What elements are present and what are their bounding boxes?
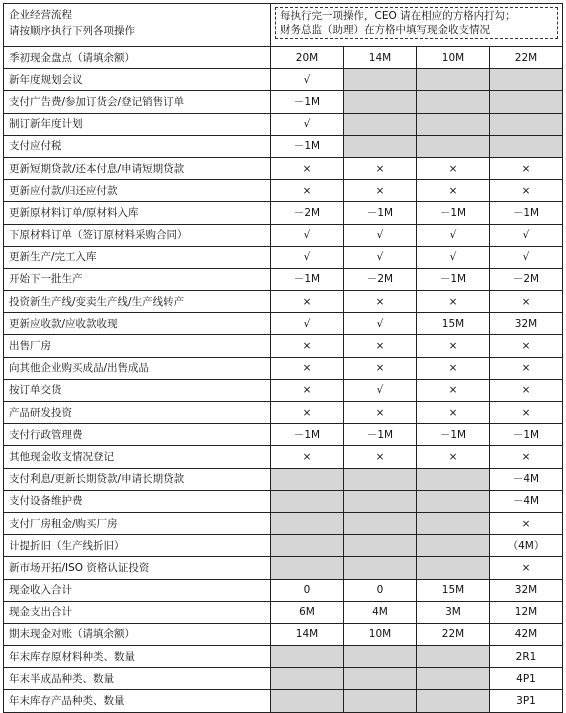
instruction-note-line-2: 财务总监（助理）在方格中填写现金收支情况 bbox=[280, 24, 490, 36]
quarter-4-cell: 3P1 bbox=[490, 690, 563, 712]
table-row bbox=[4, 468, 563, 490]
row-label: 更新应付款/归还应付款 bbox=[4, 180, 271, 202]
row-label: 更新生产/完工入库 bbox=[4, 246, 271, 268]
quarter-2-cell: 10M bbox=[344, 623, 417, 645]
quarter-2-cell: 0 bbox=[344, 579, 417, 601]
quarter-2-cell bbox=[344, 690, 417, 712]
row-label: 制订新年度计划 bbox=[4, 113, 271, 135]
quarter-3-cell bbox=[417, 646, 490, 668]
table-row bbox=[4, 424, 563, 446]
quarter-2-cell: √ bbox=[344, 313, 417, 335]
quarter-2-cell: √ bbox=[344, 246, 417, 268]
quarter-3-cell bbox=[417, 690, 490, 712]
quarter-4-cell bbox=[490, 135, 563, 157]
table-row bbox=[4, 291, 563, 313]
quarter-1-cell bbox=[271, 468, 344, 490]
quarter-2-cell: × bbox=[344, 291, 417, 313]
quarter-1-cell: √ bbox=[271, 69, 344, 91]
row-label: 出售厂房 bbox=[4, 335, 271, 357]
table-row bbox=[4, 246, 563, 268]
quarter-3-cell: －1M bbox=[417, 202, 490, 224]
quarter-1-cell bbox=[271, 512, 344, 534]
instruction-note-cell bbox=[271, 4, 563, 47]
quarter-4-cell: －4M bbox=[490, 490, 563, 512]
row-label: 期末现金对账（请填余额） bbox=[4, 623, 271, 645]
row-label: 更新短期贷款/还本付息/申请短期贷款 bbox=[4, 157, 271, 179]
quarter-2-cell bbox=[344, 468, 417, 490]
quarter-1-cell bbox=[271, 690, 344, 712]
quarter-3-cell: －1M bbox=[417, 268, 490, 290]
table-row bbox=[4, 690, 563, 712]
quarter-3-cell: 10M bbox=[417, 47, 490, 69]
quarter-1-cell: －2M bbox=[271, 202, 344, 224]
row-label: 向其他企业购买成品/出售成品 bbox=[4, 357, 271, 379]
quarter-3-cell bbox=[417, 512, 490, 534]
table-row bbox=[4, 180, 563, 202]
quarter-4-cell: × bbox=[490, 357, 563, 379]
quarter-4-cell: × bbox=[490, 512, 563, 534]
table-row bbox=[4, 490, 563, 512]
quarter-1-cell bbox=[271, 557, 344, 579]
quarter-3-cell: × bbox=[417, 335, 490, 357]
quarter-3-cell bbox=[417, 69, 490, 91]
quarter-4-cell: 12M bbox=[490, 601, 563, 623]
row-label: 支付行政管理费 bbox=[4, 424, 271, 446]
quarter-1-cell: × bbox=[271, 379, 344, 401]
row-label: 季初现金盘点（请填余额） bbox=[4, 47, 271, 69]
quarter-4-cell: 32M bbox=[490, 579, 563, 601]
quarter-1-cell: √ bbox=[271, 246, 344, 268]
quarter-4-cell: × bbox=[490, 379, 563, 401]
quarter-4-cell: × bbox=[490, 335, 563, 357]
quarter-3-cell bbox=[417, 468, 490, 490]
quarter-2-cell bbox=[344, 113, 417, 135]
quarter-4-cell: －1M bbox=[490, 202, 563, 224]
quarter-2-cell bbox=[344, 512, 417, 534]
quarter-4-cell: × bbox=[490, 180, 563, 202]
quarter-2-cell: －1M bbox=[344, 424, 417, 446]
row-label: 支付设备维护费 bbox=[4, 490, 271, 512]
table-row bbox=[4, 202, 563, 224]
row-label: 新市场开拓/ISO 资格认证投资 bbox=[4, 557, 271, 579]
quarter-4-cell: × bbox=[490, 291, 563, 313]
quarter-3-cell bbox=[417, 535, 490, 557]
row-label: 现金收入合计 bbox=[4, 579, 271, 601]
quarter-4-cell bbox=[490, 113, 563, 135]
quarter-2-cell bbox=[344, 668, 417, 690]
quarter-1-cell: × bbox=[271, 291, 344, 313]
quarter-1-cell: －1M bbox=[271, 91, 344, 113]
table-row bbox=[4, 335, 563, 357]
quarter-2-cell bbox=[344, 490, 417, 512]
table-row bbox=[4, 601, 563, 623]
table-row bbox=[4, 535, 563, 557]
quarter-2-cell: 14M bbox=[344, 47, 417, 69]
quarter-3-cell: × bbox=[417, 357, 490, 379]
table-row bbox=[4, 135, 563, 157]
table-row bbox=[4, 668, 563, 690]
quarter-2-cell: × bbox=[344, 157, 417, 179]
quarter-3-cell: 15M bbox=[417, 313, 490, 335]
quarter-4-cell: （4M） bbox=[490, 535, 563, 557]
table-row bbox=[4, 579, 563, 601]
quarter-3-cell: √ bbox=[417, 246, 490, 268]
quarter-1-cell: × bbox=[271, 446, 344, 468]
quarter-2-cell: × bbox=[344, 335, 417, 357]
process-title-cell bbox=[4, 4, 271, 47]
table-row bbox=[4, 446, 563, 468]
quarter-2-cell: × bbox=[344, 446, 417, 468]
quarter-3-cell: 3M bbox=[417, 601, 490, 623]
row-label: 年末库存产品种类、数量 bbox=[4, 690, 271, 712]
quarter-2-cell bbox=[344, 91, 417, 113]
quarter-3-cell: × bbox=[417, 291, 490, 313]
table-row bbox=[4, 379, 563, 401]
quarter-1-cell: × bbox=[271, 157, 344, 179]
table-row bbox=[4, 357, 563, 379]
table-row bbox=[4, 157, 563, 179]
quarter-4-cell: × bbox=[490, 557, 563, 579]
quarter-4-cell: －4M bbox=[490, 468, 563, 490]
quarter-1-cell bbox=[271, 646, 344, 668]
table-row bbox=[4, 91, 563, 113]
quarter-4-cell: √ bbox=[490, 224, 563, 246]
quarter-1-cell bbox=[271, 490, 344, 512]
operation-flow-table bbox=[3, 3, 563, 713]
table-row bbox=[4, 402, 563, 424]
row-label: 支付厂房租金/购买厂房 bbox=[4, 512, 271, 534]
process-title-line-1: 企业经营流程 bbox=[9, 9, 72, 21]
row-label: 投资新生产线/变卖生产线/生产线转产 bbox=[4, 291, 271, 313]
quarter-4-cell: 22M bbox=[490, 47, 563, 69]
table-row bbox=[4, 113, 563, 135]
quarter-1-cell: 20M bbox=[271, 47, 344, 69]
quarter-4-cell: 2R1 bbox=[490, 646, 563, 668]
quarter-2-cell: √ bbox=[344, 379, 417, 401]
instruction-note-box bbox=[275, 7, 558, 39]
quarter-1-cell: 14M bbox=[271, 623, 344, 645]
quarter-3-cell: × bbox=[417, 402, 490, 424]
quarter-1-cell: × bbox=[271, 335, 344, 357]
quarter-4-cell bbox=[490, 91, 563, 113]
quarter-3-cell: －1M bbox=[417, 424, 490, 446]
quarter-2-cell: × bbox=[344, 402, 417, 424]
quarter-1-cell bbox=[271, 668, 344, 690]
table-row bbox=[4, 646, 563, 668]
header-row bbox=[4, 4, 563, 47]
quarter-2-cell: × bbox=[344, 357, 417, 379]
quarter-4-cell: －2M bbox=[490, 268, 563, 290]
quarter-2-cell bbox=[344, 135, 417, 157]
table-row bbox=[4, 623, 563, 645]
quarter-3-cell: × bbox=[417, 157, 490, 179]
quarter-4-cell bbox=[490, 69, 563, 91]
quarter-3-cell: × bbox=[417, 446, 490, 468]
quarter-1-cell: √ bbox=[271, 113, 344, 135]
quarter-3-cell bbox=[417, 490, 490, 512]
quarter-1-cell: 6M bbox=[271, 601, 344, 623]
row-label: 其他现金收支情况登记 bbox=[4, 446, 271, 468]
quarter-1-cell: × bbox=[271, 180, 344, 202]
quarter-1-cell: × bbox=[271, 357, 344, 379]
quarter-1-cell: × bbox=[271, 402, 344, 424]
table-row bbox=[4, 313, 563, 335]
table-row bbox=[4, 47, 563, 69]
row-label: 现金支出合计 bbox=[4, 601, 271, 623]
row-label: 支付应付税 bbox=[4, 135, 271, 157]
row-label: 下原材料订单（签订原材料采购合同） bbox=[4, 224, 271, 246]
table-row bbox=[4, 224, 563, 246]
quarter-4-cell: －1M bbox=[490, 424, 563, 446]
quarter-1-cell: －1M bbox=[271, 135, 344, 157]
quarter-4-cell: 32M bbox=[490, 313, 563, 335]
quarter-4-cell: × bbox=[490, 446, 563, 468]
quarter-3-cell bbox=[417, 668, 490, 690]
quarter-1-cell: √ bbox=[271, 313, 344, 335]
quarter-3-cell: √ bbox=[417, 224, 490, 246]
quarter-3-cell: 15M bbox=[417, 579, 490, 601]
quarter-2-cell: × bbox=[344, 180, 417, 202]
quarter-3-cell bbox=[417, 135, 490, 157]
process-title-line-2: 请按顺序执行下列各项操作 bbox=[9, 25, 135, 37]
row-label: 年末库存原材料种类、数量 bbox=[4, 646, 271, 668]
quarter-3-cell: × bbox=[417, 379, 490, 401]
quarter-2-cell bbox=[344, 646, 417, 668]
row-label: 计提折旧（生产线折旧） bbox=[4, 535, 271, 557]
row-label: 产品研发投资 bbox=[4, 402, 271, 424]
quarter-4-cell: × bbox=[490, 402, 563, 424]
quarter-3-cell bbox=[417, 113, 490, 135]
quarter-2-cell bbox=[344, 535, 417, 557]
quarter-4-cell: 4P1 bbox=[490, 668, 563, 690]
row-label: 更新应收款/应收款收现 bbox=[4, 313, 271, 335]
operation-flow-sheet bbox=[3, 3, 562, 707]
quarter-1-cell: 0 bbox=[271, 579, 344, 601]
quarter-3-cell: 22M bbox=[417, 623, 490, 645]
row-label: 支付广告费/参加订货会/登记销售订单 bbox=[4, 91, 271, 113]
table-row bbox=[4, 512, 563, 534]
quarter-4-cell: √ bbox=[490, 246, 563, 268]
table-row bbox=[4, 268, 563, 290]
quarter-4-cell: 42M bbox=[490, 623, 563, 645]
quarter-3-cell: × bbox=[417, 180, 490, 202]
instruction-note-line-1: 每执行完一项操作，CEO 请在相应的方格内打勾； bbox=[280, 10, 516, 22]
row-label: 年末半成品种类、数量 bbox=[4, 668, 271, 690]
quarter-1-cell: √ bbox=[271, 224, 344, 246]
quarter-1-cell: －1M bbox=[271, 424, 344, 446]
quarter-4-cell: × bbox=[490, 157, 563, 179]
row-label: 开始下一批生产 bbox=[4, 268, 271, 290]
row-label: 按订单交货 bbox=[4, 379, 271, 401]
quarter-3-cell bbox=[417, 557, 490, 579]
quarter-2-cell bbox=[344, 69, 417, 91]
row-label: 更新原材料订单/原材料入库 bbox=[4, 202, 271, 224]
quarter-2-cell: －2M bbox=[344, 268, 417, 290]
table-row bbox=[4, 69, 563, 91]
quarter-1-cell bbox=[271, 535, 344, 557]
row-label: 支付利息/更新长期贷款/申请长期贷款 bbox=[4, 468, 271, 490]
row-label: 新年度规划会议 bbox=[4, 69, 271, 91]
quarter-1-cell: －1M bbox=[271, 268, 344, 290]
quarter-2-cell: 4M bbox=[344, 601, 417, 623]
quarter-3-cell bbox=[417, 91, 490, 113]
table-row bbox=[4, 557, 563, 579]
quarter-2-cell: －1M bbox=[344, 202, 417, 224]
quarter-2-cell: √ bbox=[344, 224, 417, 246]
quarter-2-cell bbox=[344, 557, 417, 579]
